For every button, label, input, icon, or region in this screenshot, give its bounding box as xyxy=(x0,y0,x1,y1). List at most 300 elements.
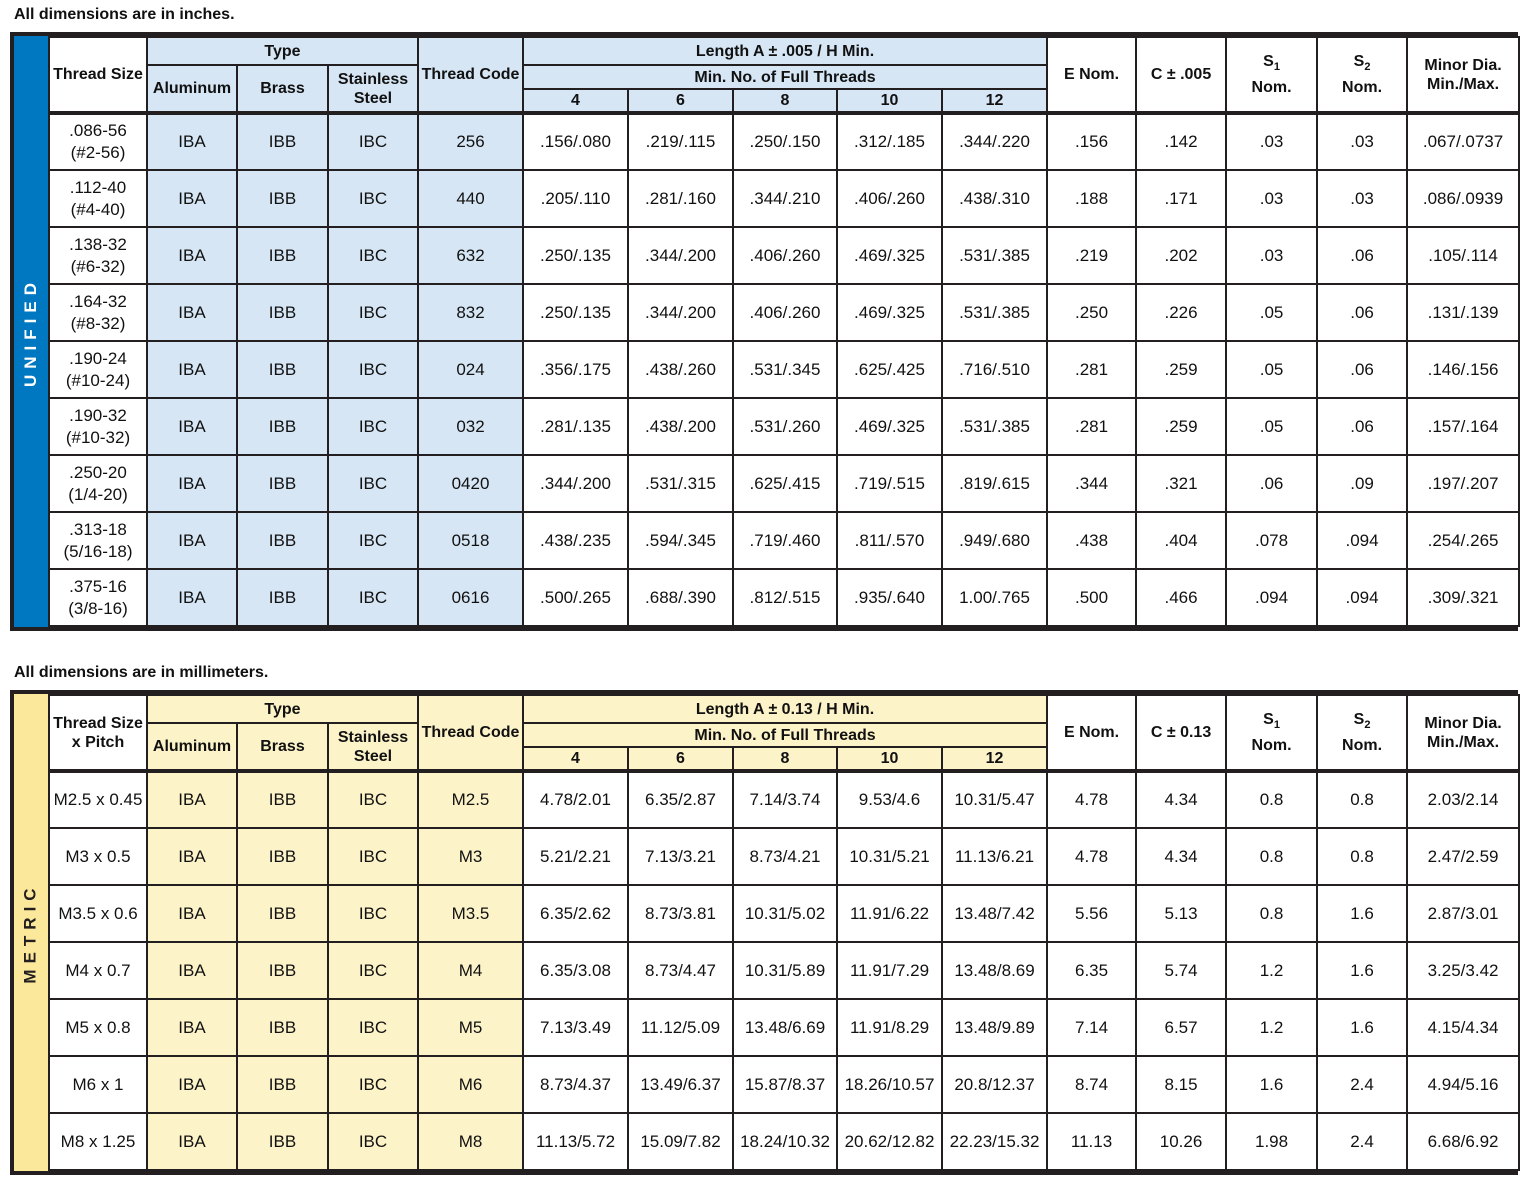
header-threads-4: 4 xyxy=(523,747,628,771)
s1-cell: .05 xyxy=(1226,284,1317,341)
header-s2: $S_2$ Nom. xyxy=(1317,37,1407,113)
stainless-cell: IBC xyxy=(328,227,418,284)
aluminum-cell: IBA xyxy=(147,512,237,569)
length-6-cell: .688/.390 xyxy=(628,569,733,626)
unified-units-note: All dimensions are in inches. xyxy=(14,6,235,23)
table-row xyxy=(49,999,1519,1056)
minor-dia-cell: 6.68/6.92 xyxy=(1407,1113,1519,1170)
length-4-cell: 11.13/5.72 xyxy=(523,1113,628,1170)
length-6-cell: .281/.160 xyxy=(628,170,733,227)
c-cell: .259 xyxy=(1136,398,1226,455)
header-threads-12: 12 xyxy=(942,747,1047,771)
length-8-cell: 18.24/10.32 xyxy=(733,1113,837,1170)
minor-dia-cell: .197/.207 xyxy=(1407,455,1519,512)
length-8-cell: .531/.345 xyxy=(733,341,837,398)
brass-cell: IBB xyxy=(237,170,328,227)
e-nom-cell: 5.56 xyxy=(1047,885,1136,942)
length-12-cell: .716/.510 xyxy=(942,341,1047,398)
header-stainless: Stainless Steel xyxy=(328,723,418,771)
length-4-cell: .250/.135 xyxy=(523,227,628,284)
minor-dia-cell: .157/.164 xyxy=(1407,398,1519,455)
aluminum-cell: IBA xyxy=(147,113,237,170)
stainless-cell: IBC xyxy=(328,512,418,569)
thread-code-cell: M8 xyxy=(418,1113,523,1170)
thread-size-cell: M8 x 1.25 xyxy=(49,1113,147,1170)
s2-cell: .06 xyxy=(1317,227,1407,284)
length-10-cell: 18.26/10.57 xyxy=(837,1056,942,1113)
s2-cell: 1.6 xyxy=(1317,885,1407,942)
brass-cell: IBB xyxy=(237,398,328,455)
table-row xyxy=(49,828,1519,885)
length-4-cell: 6.35/2.62 xyxy=(523,885,628,942)
c-cell: .404 xyxy=(1136,512,1226,569)
brass-cell: IBB xyxy=(237,455,328,512)
length-6-cell: .531/.315 xyxy=(628,455,733,512)
c-cell: .321 xyxy=(1136,455,1226,512)
s1-cell: 0.8 xyxy=(1226,885,1317,942)
unified-table-block xyxy=(10,32,1518,631)
length-6-cell: 13.49/6.37 xyxy=(628,1056,733,1113)
length-12-cell: 20.8/12.37 xyxy=(942,1056,1047,1113)
thread-code-cell: 0518 xyxy=(418,512,523,569)
brass-cell: IBB xyxy=(237,284,328,341)
stainless-cell: IBC xyxy=(328,942,418,999)
table-row xyxy=(49,227,1519,284)
length-6-cell: 6.35/2.87 xyxy=(628,771,733,828)
length-8-cell: .531/.260 xyxy=(733,398,837,455)
length-10-cell: .625/.425 xyxy=(837,341,942,398)
e-nom-cell: 8.74 xyxy=(1047,1056,1136,1113)
aluminum-cell: IBA xyxy=(147,771,237,828)
length-10-cell: .469/.325 xyxy=(837,398,942,455)
thread-code-cell: 0616 xyxy=(418,569,523,626)
brass-cell: IBB xyxy=(237,1113,328,1170)
thread-size-cell: M4 x 0.7 xyxy=(49,942,147,999)
minor-dia-cell: .105/.114 xyxy=(1407,227,1519,284)
c-cell: 8.15 xyxy=(1136,1056,1226,1113)
length-12-cell: .531/.385 xyxy=(942,284,1047,341)
header-s1: $S_1$ Nom. xyxy=(1226,695,1317,771)
minor-dia-cell: 2.47/2.59 xyxy=(1407,828,1519,885)
s1-cell: 0.8 xyxy=(1226,771,1317,828)
aluminum-cell: IBA xyxy=(147,284,237,341)
length-4-cell: 8.73/4.37 xyxy=(523,1056,628,1113)
length-12-cell: .531/.385 xyxy=(942,398,1047,455)
header-threads-8: 8 xyxy=(733,89,837,113)
c-cell: 5.13 xyxy=(1136,885,1226,942)
s1-cell: .078 xyxy=(1226,512,1317,569)
s2-cell: .094 xyxy=(1317,512,1407,569)
stainless-cell: IBC xyxy=(328,284,418,341)
s1-cell: .094 xyxy=(1226,569,1317,626)
table-row xyxy=(49,771,1519,828)
header-brass: Brass xyxy=(237,723,328,771)
e-nom-cell: .250 xyxy=(1047,284,1136,341)
thread-code-cell: 440 xyxy=(418,170,523,227)
header-aluminum: Aluminum xyxy=(147,65,237,113)
minor-dia-cell: 2.87/3.01 xyxy=(1407,885,1519,942)
brass-cell: IBB xyxy=(237,341,328,398)
length-6-cell: 8.73/4.47 xyxy=(628,942,733,999)
thread-size-cell: M2.5 x 0.45 xyxy=(49,771,147,828)
brass-cell: IBB xyxy=(237,1056,328,1113)
brass-cell: IBB xyxy=(237,771,328,828)
e-nom-cell: .156 xyxy=(1047,113,1136,170)
thread-code-cell: 256 xyxy=(418,113,523,170)
length-4-cell: 6.35/3.08 xyxy=(523,942,628,999)
minor-dia-cell: .309/.321 xyxy=(1407,569,1519,626)
thread-size-cell: .164-32 (#8-32) xyxy=(49,284,147,341)
thread-code-cell: M4 xyxy=(418,942,523,999)
e-nom-cell: .219 xyxy=(1047,227,1136,284)
thread-size-cell: .138-32 (#6-32) xyxy=(49,227,147,284)
c-cell: 4.34 xyxy=(1136,771,1226,828)
minor-dia-cell: .086/.0939 xyxy=(1407,170,1519,227)
thread-code-cell: M5 xyxy=(418,999,523,1056)
length-6-cell: .438/.200 xyxy=(628,398,733,455)
length-8-cell: 10.31/5.89 xyxy=(733,942,837,999)
length-10-cell: 11.91/8.29 xyxy=(837,999,942,1056)
s1-cell: 1.6 xyxy=(1226,1056,1317,1113)
length-12-cell: 22.23/15.32 xyxy=(942,1113,1047,1170)
c-cell: .142 xyxy=(1136,113,1226,170)
length-4-cell: 7.13/3.49 xyxy=(523,999,628,1056)
header-thread-size: Thread Size xyxy=(49,37,147,113)
header-min-threads: Min. No. of Full Threads xyxy=(523,65,1047,89)
stainless-cell: IBC xyxy=(328,1113,418,1170)
length-10-cell: .469/.325 xyxy=(837,227,942,284)
s2-cell: .06 xyxy=(1317,398,1407,455)
table-row xyxy=(49,398,1519,455)
length-4-cell: .156/.080 xyxy=(523,113,628,170)
minor-dia-cell: 2.03/2.14 xyxy=(1407,771,1519,828)
length-12-cell: 13.48/7.42 xyxy=(942,885,1047,942)
aluminum-cell: IBA xyxy=(147,569,237,626)
e-nom-cell: .438 xyxy=(1047,512,1136,569)
aluminum-cell: IBA xyxy=(147,227,237,284)
stainless-cell: IBC xyxy=(328,398,418,455)
header-thread-size: Thread Size x Pitch xyxy=(49,695,147,771)
length-6-cell: 11.12/5.09 xyxy=(628,999,733,1056)
header-c: C ± .005 xyxy=(1136,37,1226,113)
header-minor-dia: Minor Dia. Min./Max. xyxy=(1407,695,1519,771)
length-8-cell: 15.87/8.37 xyxy=(733,1056,837,1113)
header-type: Type xyxy=(147,37,418,65)
table-row xyxy=(49,885,1519,942)
table-row xyxy=(49,569,1519,626)
thread-code-cell: 0420 xyxy=(418,455,523,512)
s2-cell: 0.8 xyxy=(1317,828,1407,885)
length-4-cell: .281/.135 xyxy=(523,398,628,455)
table-row xyxy=(49,1056,1519,1113)
c-cell: 6.57 xyxy=(1136,999,1226,1056)
s2-cell: 1.6 xyxy=(1317,942,1407,999)
stainless-cell: IBC xyxy=(328,999,418,1056)
length-12-cell: 10.31/5.47 xyxy=(942,771,1047,828)
minor-dia-cell: 4.94/5.16 xyxy=(1407,1056,1519,1113)
header-thread-code: Thread Code xyxy=(418,37,523,113)
length-10-cell: 11.91/7.29 xyxy=(837,942,942,999)
length-6-cell: .438/.260 xyxy=(628,341,733,398)
length-12-cell: 13.48/9.89 xyxy=(942,999,1047,1056)
length-12-cell: .819/.615 xyxy=(942,455,1047,512)
table-row xyxy=(49,455,1519,512)
aluminum-cell: IBA xyxy=(147,885,237,942)
thread-size-cell: .190-24 (#10-24) xyxy=(49,341,147,398)
length-6-cell: .344/.200 xyxy=(628,227,733,284)
length-6-cell: .344/.200 xyxy=(628,284,733,341)
stainless-cell: IBC xyxy=(328,569,418,626)
thread-code-cell: M3.5 xyxy=(418,885,523,942)
table-row xyxy=(49,341,1519,398)
header-s1: $S_1$ Nom. xyxy=(1226,37,1317,113)
length-6-cell: .594/.345 xyxy=(628,512,733,569)
length-10-cell: .406/.260 xyxy=(837,170,942,227)
length-6-cell: .219/.115 xyxy=(628,113,733,170)
e-nom-cell: .281 xyxy=(1047,398,1136,455)
s2-cell: 0.8 xyxy=(1317,771,1407,828)
length-8-cell: .719/.460 xyxy=(733,512,837,569)
thread-size-cell: .375-16 (3/8-16) xyxy=(49,569,147,626)
s1-cell: .05 xyxy=(1226,341,1317,398)
stainless-cell: IBC xyxy=(328,771,418,828)
header-threads-10: 10 xyxy=(837,89,942,113)
s1-cell: .05 xyxy=(1226,398,1317,455)
length-12-cell: 13.48/8.69 xyxy=(942,942,1047,999)
header-s2: $S_2$ Nom. xyxy=(1317,695,1407,771)
length-10-cell: .719/.515 xyxy=(837,455,942,512)
thread-size-cell: .086-56 (#2-56) xyxy=(49,113,147,170)
length-4-cell: 4.78/2.01 xyxy=(523,771,628,828)
s2-cell: .03 xyxy=(1317,113,1407,170)
minor-dia-cell: .254/.265 xyxy=(1407,512,1519,569)
header-e: E Nom. xyxy=(1047,37,1136,113)
aluminum-cell: IBA xyxy=(147,942,237,999)
e-nom-cell: 4.78 xyxy=(1047,828,1136,885)
e-nom-cell: 4.78 xyxy=(1047,771,1136,828)
s2-cell: 2.4 xyxy=(1317,1113,1407,1170)
length-8-cell: 10.31/5.02 xyxy=(733,885,837,942)
minor-dia-cell: 4.15/4.34 xyxy=(1407,999,1519,1056)
table-row xyxy=(49,170,1519,227)
brass-cell: IBB xyxy=(237,828,328,885)
c-cell: .202 xyxy=(1136,227,1226,284)
length-12-cell: .344/.220 xyxy=(942,113,1047,170)
length-6-cell: 15.09/7.82 xyxy=(628,1113,733,1170)
s1-cell: .03 xyxy=(1226,113,1317,170)
brass-cell: IBB xyxy=(237,512,328,569)
thread-size-cell: .112-40 (#4-40) xyxy=(49,170,147,227)
length-8-cell: .812/.515 xyxy=(733,569,837,626)
header-c: C ± 0.13 xyxy=(1136,695,1226,771)
thread-code-cell: 632 xyxy=(418,227,523,284)
s1-cell: 1.98 xyxy=(1226,1113,1317,1170)
s2-cell: .06 xyxy=(1317,284,1407,341)
aluminum-cell: IBA xyxy=(147,999,237,1056)
s1-cell: .03 xyxy=(1226,227,1317,284)
length-6-cell: 8.73/3.81 xyxy=(628,885,733,942)
thread-code-cell: 832 xyxy=(418,284,523,341)
length-10-cell: 9.53/4.6 xyxy=(837,771,942,828)
stainless-cell: IBC xyxy=(328,828,418,885)
c-cell: 4.34 xyxy=(1136,828,1226,885)
table-row xyxy=(49,1113,1519,1170)
stainless-cell: IBC xyxy=(328,455,418,512)
stainless-cell: IBC xyxy=(328,113,418,170)
length-8-cell: 13.48/6.69 xyxy=(733,999,837,1056)
stainless-cell: IBC xyxy=(328,1056,418,1113)
minor-dia-cell: .067/.0737 xyxy=(1407,113,1519,170)
s2-cell: .06 xyxy=(1317,341,1407,398)
header-brass: Brass xyxy=(237,65,328,113)
e-nom-cell: .281 xyxy=(1047,341,1136,398)
brass-cell: IBB xyxy=(237,569,328,626)
header-threads-12: 12 xyxy=(942,89,1047,113)
e-nom-cell: .344 xyxy=(1047,455,1136,512)
stainless-cell: IBC xyxy=(328,885,418,942)
length-4-cell: .205/.110 xyxy=(523,170,628,227)
header-threads-10: 10 xyxy=(837,747,942,771)
length-4-cell: .344/.200 xyxy=(523,455,628,512)
table-row xyxy=(49,512,1519,569)
s2-cell: 2.4 xyxy=(1317,1056,1407,1113)
table-row xyxy=(49,284,1519,341)
stainless-cell: IBC xyxy=(328,170,418,227)
s2-cell: .03 xyxy=(1317,170,1407,227)
thread-size-cell: M6 x 1 xyxy=(49,1056,147,1113)
metric-table-block xyxy=(10,690,1518,1175)
length-10-cell: 20.62/12.82 xyxy=(837,1113,942,1170)
s2-cell: .094 xyxy=(1317,569,1407,626)
length-12-cell: .438/.310 xyxy=(942,170,1047,227)
length-10-cell: .469/.325 xyxy=(837,284,942,341)
length-8-cell: .344/.210 xyxy=(733,170,837,227)
length-8-cell: .625/.415 xyxy=(733,455,837,512)
length-8-cell: 7.14/3.74 xyxy=(733,771,837,828)
header-length: Length A ± 0.13 / H Min. xyxy=(523,695,1047,723)
thread-code-cell: M2.5 xyxy=(418,771,523,828)
aluminum-cell: IBA xyxy=(147,828,237,885)
aluminum-cell: IBA xyxy=(147,341,237,398)
aluminum-cell: IBA xyxy=(147,170,237,227)
aluminum-cell: IBA xyxy=(147,1056,237,1113)
length-12-cell: .531/.385 xyxy=(942,227,1047,284)
header-min-threads: Min. No. of Full Threads xyxy=(523,723,1047,747)
length-8-cell: 8.73/4.21 xyxy=(733,828,837,885)
length-10-cell: .811/.570 xyxy=(837,512,942,569)
length-10-cell: 11.91/6.22 xyxy=(837,885,942,942)
brass-cell: IBB xyxy=(237,942,328,999)
aluminum-cell: IBA xyxy=(147,1113,237,1170)
table-row xyxy=(49,113,1519,170)
c-cell: 5.74 xyxy=(1136,942,1226,999)
header-aluminum: Aluminum xyxy=(147,723,237,771)
e-nom-cell: 7.14 xyxy=(1047,999,1136,1056)
s1-cell: 1.2 xyxy=(1226,999,1317,1056)
s1-cell: .06 xyxy=(1226,455,1317,512)
header-thread-code: Thread Code xyxy=(418,695,523,771)
c-cell: .466 xyxy=(1136,569,1226,626)
brass-cell: IBB xyxy=(237,999,328,1056)
thread-code-cell: 032 xyxy=(418,398,523,455)
aluminum-cell: IBA xyxy=(147,398,237,455)
length-8-cell: .406/.260 xyxy=(733,227,837,284)
s2-cell: 1.6 xyxy=(1317,999,1407,1056)
s2-cell: .09 xyxy=(1317,455,1407,512)
header-threads-6: 6 xyxy=(628,747,733,771)
length-8-cell: .250/.150 xyxy=(733,113,837,170)
length-4-cell: .250/.135 xyxy=(523,284,628,341)
length-12-cell: .949/.680 xyxy=(942,512,1047,569)
thread-size-cell: M3.5 x 0.6 xyxy=(49,885,147,942)
c-cell: .171 xyxy=(1136,170,1226,227)
unified-side-label: UNIFIED xyxy=(14,36,48,627)
length-10-cell: .935/.640 xyxy=(837,569,942,626)
e-nom-cell: .500 xyxy=(1047,569,1136,626)
length-10-cell: .312/.185 xyxy=(837,113,942,170)
header-e: E Nom. xyxy=(1047,695,1136,771)
header-stainless: Stainless Steel xyxy=(328,65,418,113)
s1-cell: 1.2 xyxy=(1226,942,1317,999)
length-4-cell: .356/.175 xyxy=(523,341,628,398)
header-length: Length A ± .005 / H Min. xyxy=(523,37,1047,65)
thread-code-cell: 024 xyxy=(418,341,523,398)
unified-thread-table xyxy=(48,36,1520,627)
thread-size-cell: .313-18 (5/16-18) xyxy=(49,512,147,569)
brass-cell: IBB xyxy=(237,885,328,942)
aluminum-cell: IBA xyxy=(147,455,237,512)
length-8-cell: .406/.260 xyxy=(733,284,837,341)
minor-dia-cell: .131/.139 xyxy=(1407,284,1519,341)
thread-code-cell: M6 xyxy=(418,1056,523,1113)
metric-side-label: METRIC xyxy=(14,694,48,1171)
length-4-cell: .500/.265 xyxy=(523,569,628,626)
brass-cell: IBB xyxy=(237,227,328,284)
length-10-cell: 10.31/5.21 xyxy=(837,828,942,885)
header-threads-6: 6 xyxy=(628,89,733,113)
header-minor-dia: Minor Dia. Min./Max. xyxy=(1407,37,1519,113)
minor-dia-cell: .146/.156 xyxy=(1407,341,1519,398)
e-nom-cell: 6.35 xyxy=(1047,942,1136,999)
thread-code-cell: M3 xyxy=(418,828,523,885)
length-4-cell: 5.21/2.21 xyxy=(523,828,628,885)
length-6-cell: 7.13/3.21 xyxy=(628,828,733,885)
c-cell: .259 xyxy=(1136,341,1226,398)
e-nom-cell: .188 xyxy=(1047,170,1136,227)
s1-cell: 0.8 xyxy=(1226,828,1317,885)
minor-dia-cell: 3.25/3.42 xyxy=(1407,942,1519,999)
metric-units-note: All dimensions are in millimeters. xyxy=(14,664,269,681)
brass-cell: IBB xyxy=(237,113,328,170)
length-12-cell: 1.00/.765 xyxy=(942,569,1047,626)
length-4-cell: .438/.235 xyxy=(523,512,628,569)
thread-size-cell: M5 x 0.8 xyxy=(49,999,147,1056)
c-cell: .226 xyxy=(1136,284,1226,341)
stainless-cell: IBC xyxy=(328,341,418,398)
length-12-cell: 11.13/6.21 xyxy=(942,828,1047,885)
table-row xyxy=(49,942,1519,999)
c-cell: 10.26 xyxy=(1136,1113,1226,1170)
thread-size-cell: .250-20 (1/4-20) xyxy=(49,455,147,512)
header-threads-4: 4 xyxy=(523,89,628,113)
metric-thread-table xyxy=(48,694,1520,1171)
s1-cell: .03 xyxy=(1226,170,1317,227)
header-type: Type xyxy=(147,695,418,723)
e-nom-cell: 11.13 xyxy=(1047,1113,1136,1170)
header-threads-8: 8 xyxy=(733,747,837,771)
thread-size-cell: M3 x 0.5 xyxy=(49,828,147,885)
thread-size-cell: .190-32 (#10-32) xyxy=(49,398,147,455)
